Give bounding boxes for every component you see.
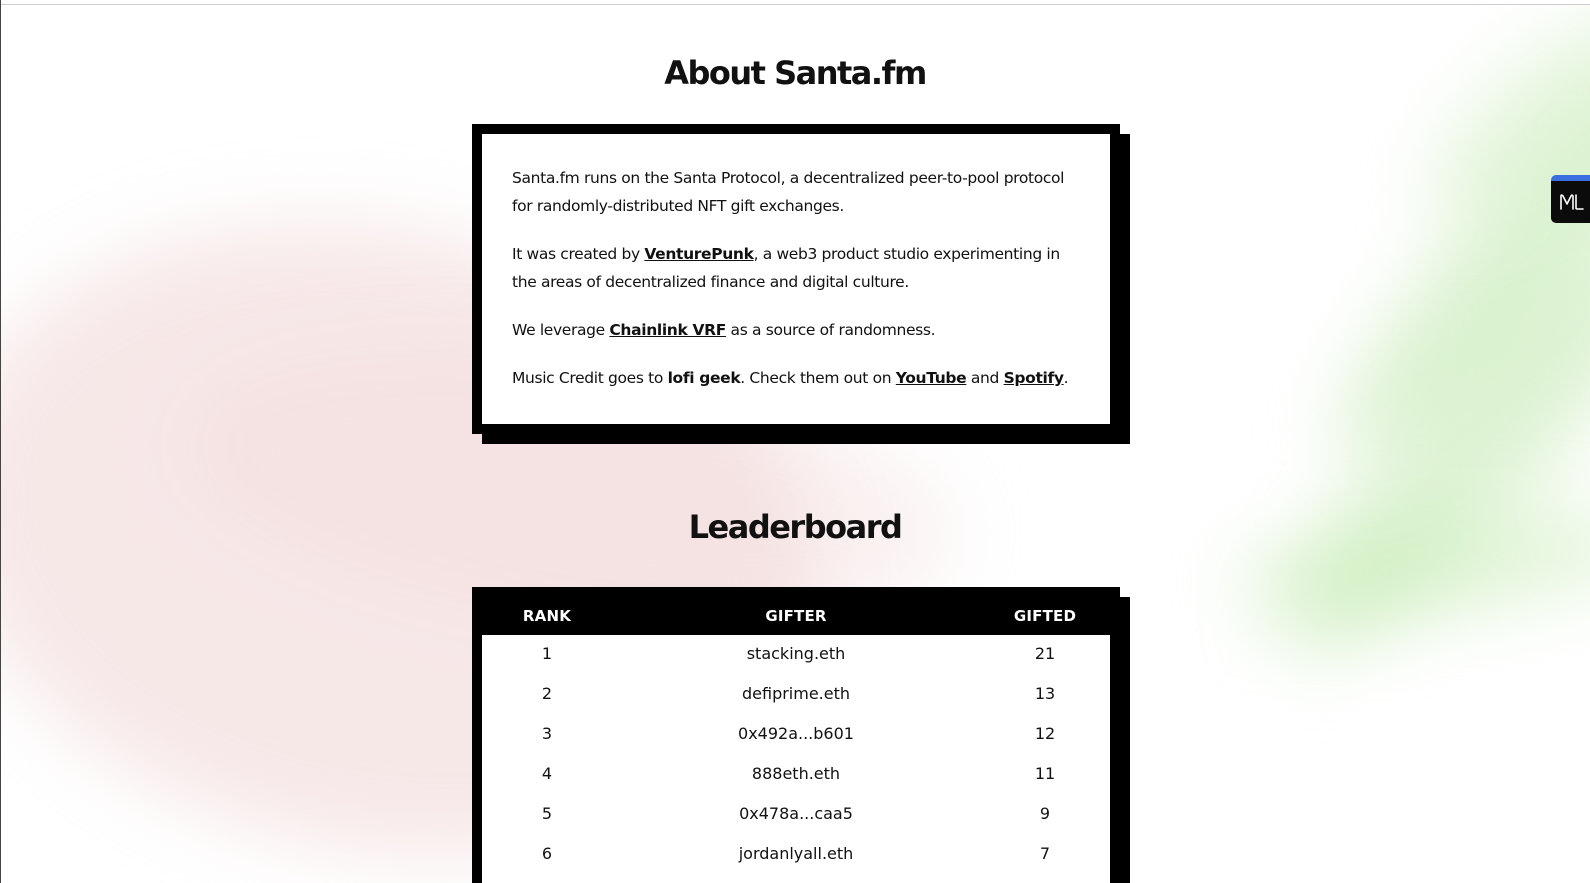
about-text (512, 164, 1080, 412)
gifter-cell: 0x492a...b601 (738, 724, 854, 743)
about-paragraph-protocol (512, 164, 1080, 220)
about-randomness-prefix: We leverage (512, 321, 610, 339)
spotify-link[interactable]: Spotify (1003, 369, 1064, 387)
gifted-cell: 12 (1034, 724, 1056, 743)
about-title: About Santa.fm (664, 54, 926, 92)
column-header-rank: RANK (522, 607, 572, 625)
music-credit-prefix: Music Credit goes to (512, 369, 668, 387)
about-paragraph-creator (512, 240, 1080, 296)
leaderboard-table (472, 587, 1120, 883)
rank-cell: 1 (541, 644, 553, 663)
about-creator-suffix: , a web3 product studio experimenting in the areas of decentralized finance and digital culture. (512, 245, 1060, 291)
column-header-gifted: GIFTED (1013, 607, 1077, 625)
music-artist-name: lofi geek (667, 369, 741, 387)
gifted-cell: 13 (1034, 684, 1056, 703)
venturepunk-link[interactable]: VenturePunk (644, 245, 754, 263)
about-creator-prefix: It was created by (512, 245, 645, 263)
top-divider (0, 0, 1590, 5)
gifter-cell: stacking.eth (746, 644, 846, 663)
gifter-cell: jordanlyall.eth (738, 844, 854, 863)
gifter-cell: 888eth.eth (751, 764, 841, 783)
gifted-cell: 21 (1034, 644, 1056, 663)
side-widget-button[interactable] (1551, 175, 1590, 223)
youtube-link[interactable]: YouTube (895, 369, 967, 387)
about-randomness-suffix: as a source of randomness. (725, 321, 936, 339)
rank-cell: 3 (541, 724, 553, 743)
rank-cell: 6 (541, 844, 553, 863)
rank-cell: 5 (541, 804, 553, 823)
left-border (0, 0, 1, 883)
chainlink-vrf-link[interactable]: Chainlink VRF (609, 321, 726, 339)
table-body (482, 635, 1110, 875)
gifted-cell: 7 (1039, 844, 1051, 863)
column-header-gifter: GIFTER (765, 607, 827, 625)
about-protocol-text: Santa.fm runs on the Santa Protocol, a decentralized peer-to-pool protocol for randomly-distributed NFT gift exchanges. (512, 169, 1065, 215)
music-credit-and: and (966, 369, 1004, 387)
rank-cell: 2 (541, 684, 553, 703)
about-paragraph-randomness (512, 316, 1080, 344)
leaderboard-title: Leaderboard (688, 508, 902, 546)
gifted-cell: 9 (1039, 804, 1051, 823)
music-credit-end: . (1063, 369, 1069, 387)
music-credit-middle: . Check them out on (740, 369, 896, 387)
gifted-cell: 11 (1034, 764, 1056, 783)
rank-cell: 4 (541, 764, 553, 783)
gifter-cell: defiprime.eth (741, 684, 851, 703)
about-card (472, 124, 1120, 434)
gifter-cell: 0x478a...caa5 (739, 804, 853, 823)
table-row (482, 835, 1110, 875)
about-paragraph-music (512, 364, 1080, 392)
ml-logo-icon (1559, 192, 1585, 212)
